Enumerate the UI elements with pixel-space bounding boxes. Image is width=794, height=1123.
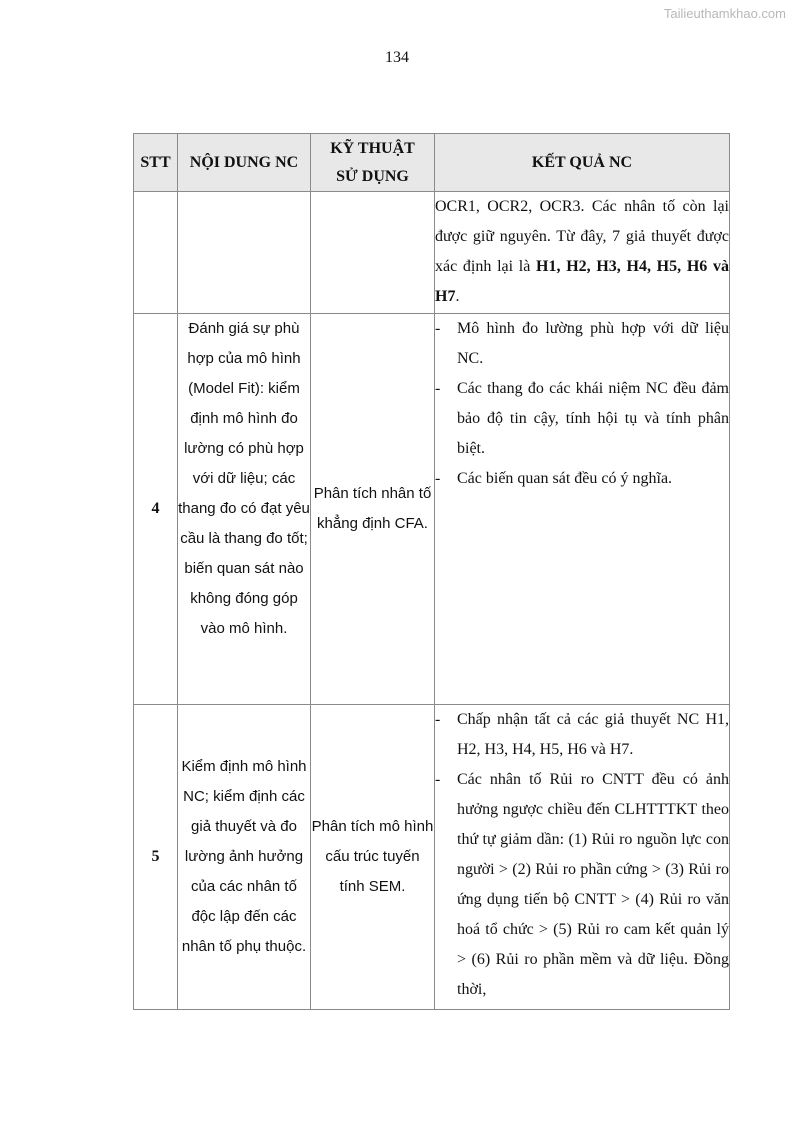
result-bullet [435, 464, 729, 494]
bullet-dash: - [435, 771, 441, 788]
content-cell: Kiểm định mô hình NC; kiểm định các giả thuyết và đo lường ảnh hưởng của các nhân tố độc lập đến các nhân tố phụ thuộc. [178, 705, 311, 1010]
stt-cell: 4 [134, 314, 178, 705]
result-text: OCR1, OCR2, OCR3. Các nhân tố còn lại được giữ nguyên. Từ đây, 7 giả thuyết được xác định lại là [435, 198, 729, 275]
bullet-text: Các thang đo các khái niệm NC đều đảm bảo độ tin cậy, tính hội tụ và tính phân biệt. [457, 380, 729, 457]
header-stt: STT [134, 134, 178, 192]
bullet-dash: - [435, 470, 441, 487]
header-result: KẾT QUẢ NC [435, 134, 730, 192]
content-cell [178, 192, 311, 314]
stt-cell [134, 192, 178, 314]
result-cell [435, 192, 730, 314]
result-bold-hypotheses: H1, H2, H3, H4, H5, H6 và H7 [435, 258, 730, 305]
result-cell [435, 705, 730, 1010]
table-row-5 [134, 705, 730, 1010]
header-technique [311, 134, 435, 192]
bullet-dash: - [435, 711, 441, 728]
result-cell [435, 314, 730, 705]
bullet-text: Chấp nhận tất cả các giả thuyết NC H1, H2, H3, H4, H5, H6 và H7. [457, 711, 729, 758]
research-table [133, 133, 730, 1010]
result-end: . [455, 288, 460, 305]
technique-cell: Phân tích nhân tố khẳng định CFA. [311, 314, 435, 705]
header-technique-line1: KỸ THUẬT [330, 139, 415, 157]
technique-cell [311, 192, 435, 314]
bullet-text: Mô hình đo lường phù hợp với dữ liệu NC. [457, 320, 729, 367]
result-bullet [435, 374, 729, 464]
bullet-dash: - [435, 380, 441, 397]
bullet-dash: - [435, 320, 441, 337]
page-number: 134 [385, 49, 409, 66]
bullet-text: Các nhân tố Rủi ro CNTT đều có ảnh hưởng ngược chiều đến CLHTTTKT theo thứ tự giảm dần: (1) Rủi ro nguồn lực con người > (2) Rủi ro phần cứng > (3) Rủi ro ứng dụng tiến bộ CNTT > (4) Rủi ro văn hoá tổ chức > (5) Rủi ro cam kết quản lý > (6) Rủi ro phần mềm và dữ liệu. Đồng thời, [457, 771, 729, 998]
table-header-row [134, 134, 730, 192]
bullet-text: Các biến quan sát đều có ý nghĩa. [457, 470, 673, 487]
stt-cell: 5 [134, 705, 178, 1010]
result-bullet [435, 705, 729, 765]
result-bullet [435, 314, 729, 374]
table-row-4 [134, 314, 730, 705]
header-technique-line2: SỬ DỤNG [336, 167, 409, 185]
content-cell: Đánh giá sự phù hợp của mô hình (Model Fit): kiểm định mô hình đo lường có phù hợp với dữ liệu; các thang đo có đạt yêu cầu là thang đo tốt; biến quan sát nào không đóng góp vào mô hình. [178, 314, 311, 705]
header-content: NỘI DUNG NC [178, 134, 311, 192]
table-row-continued [134, 192, 730, 314]
result-bullet [435, 765, 729, 1005]
watermark: Tailieuthamkhao.com [663, 6, 786, 21]
technique-cell: Phân tích mô hình cấu trúc tuyến tính SEM. [311, 705, 435, 1010]
